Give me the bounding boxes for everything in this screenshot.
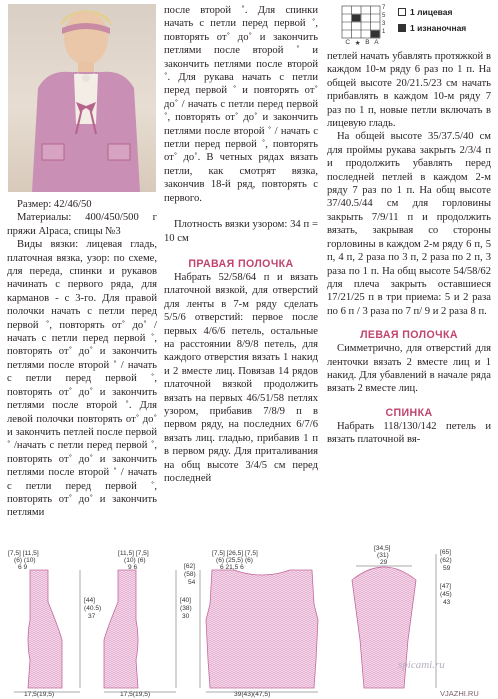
knit-swatch bbox=[398, 8, 406, 16]
right-front-heading: ПРАВАЯ ПОЛОЧКА bbox=[188, 257, 294, 270]
schematics-svg bbox=[0, 540, 498, 699]
svg-text:(62): (62) bbox=[440, 557, 452, 564]
svg-text:17,5(19,5): 17,5(19,5) bbox=[24, 691, 55, 698]
svg-text:(45): (45) bbox=[440, 591, 452, 598]
footer-site: VJAZHI.RU bbox=[440, 689, 479, 698]
svg-text:(38): (38) bbox=[180, 605, 192, 612]
svg-text:(40.5): (40.5) bbox=[84, 605, 102, 612]
svg-text:39(43)(47,5): 39(43)(47,5) bbox=[234, 691, 271, 698]
chart-row-numbers: 7 5 3 1 bbox=[382, 5, 386, 35]
left-front-shape bbox=[104, 570, 138, 688]
svg-text:9 6: 9 6 bbox=[128, 564, 138, 571]
svg-text:43: 43 bbox=[443, 599, 451, 606]
svg-text:[40]: [40] bbox=[180, 597, 191, 604]
materials-line: Материалы: 400/450/500 г пряжи Alpaca, спицы №3 bbox=[7, 212, 157, 237]
text-column-1 bbox=[7, 198, 157, 538]
knitting-types-text: Виды вязки: лицевая гладь, платочная вязка, узор: по схеме, для переда, спинки и рукавов начинать с первого ряда, для карманов - с 3-го. Для правой полочки начать с петли перед первой ˚, повторять от˚ до˚ / начать с петли перед первой ˚, повторять от˚ до˚ и закончить петлями после второй ˚ / начать с петли перед первой ˚, повторять от˚ до˚ и закончить петлями после второй ˚. Для левой полочки повторять от˚ до˚ и закончить петлей после первой ˚ /начать с петли перед первой ˚, повторять от˚ до˚ и закончить петлями после второй ˚ / начать с петли перед первой ˚, повторять от˚ до˚ и закончить петлями bbox=[7, 239, 157, 519]
left-front-heading: ЛЕВАЯ ПОЛОЧКА bbox=[360, 329, 458, 342]
text-column-2 bbox=[164, 4, 318, 540]
svg-text:54: 54 bbox=[188, 579, 196, 586]
svg-text:30: 30 bbox=[182, 613, 190, 620]
svg-text:[11,5] [7,5]: [11,5] [7,5] bbox=[118, 550, 149, 557]
watermark-text: spicami.ru bbox=[398, 659, 445, 671]
svg-text:[44]: [44] bbox=[84, 597, 95, 604]
armhole-text: На общей высоте 35/37.5/40 см для проймы рукава закрыть 2/3/4 п и продолжить убавлять перед последней петлей в каждом 2-м ряду 7 раз по 1 п. На общ высоте 37/40.5/44 см для горловины закрыть 7/9/11 п и продолжить вязать, закрывая со стороны горловины в каждом 2-м ряду 6 п, 5 п, 4 п, 2 раза по 3 п, 2 раза по 2 п, 3 раза по 1 п. На общ высоте 54/58/62 для плеча закрыть оставшиеся 17/21/25 п в три приема: 5 и 2 раза по 6 п / 3 раза по 7 п/ 9 и 2 раза 8 п. bbox=[327, 131, 491, 317]
svg-text:(58): (58) bbox=[184, 571, 196, 578]
svg-text:(31): (31) bbox=[377, 552, 389, 559]
right-front-text: Набрать 52/58/64 п и вязать платочной вязкой, для отверстий для ленты в 7-м ряду сделать 5/5/6 отверстий: первое после первых 4/6/6 петель, остальные на расстоянии 8/9/8 петель, для каждого отверстия вязать 1 накид и 2 вместе лиц. Повязав 14 рядов платочной вязкой продолжить вязать на первых 46/51/58 петлях узором, прибавив 7/8/9 п в первом ряду, на последних 6/7/6 вязать лиц. гладью, прибавив 1 п в первом ряду. Для приталивания на общ высоте 3/4/5 см перед последней bbox=[164, 271, 318, 484]
svg-text:(6) (10): (6) (10) bbox=[14, 557, 36, 564]
text-column-3 bbox=[327, 50, 491, 540]
chart-column-letters: C ★ B A bbox=[345, 39, 379, 47]
svg-text:[62]: [62] bbox=[184, 563, 195, 570]
pattern-continued-text: после второй ˚. Для спинки начать с петли перед первой ˚, повторять от˚ до˚ и закончить петлями после второй ˚ и закончить петлями после второй ˚. Для рукава начать с петли перед первой ˚ и повторять от˚ до˚ / начать с петли перед первой ˚, повторять от˚ до˚ и закончить петлями после второй ˚ / начать с петли перед первой ˚, повторять от˚ до˚. В четных рядах вязать петли, как смотрят вязка, закончив 18-й ряд, повторять с первого. bbox=[164, 5, 318, 204]
svg-text:59: 59 bbox=[443, 565, 451, 572]
svg-text:6 9: 6 9 bbox=[18, 564, 28, 571]
back-text: Набрать 118/130/142 петель и вязать платочной вя- bbox=[327, 420, 491, 446]
back-heading: СПИНКА bbox=[385, 406, 433, 419]
svg-text:29: 29 bbox=[380, 559, 388, 566]
right-front-shape bbox=[28, 570, 62, 688]
knitted-cardigan-illustration bbox=[8, 4, 156, 192]
svg-text:[7,5] [11,5]: [7,5] [11,5] bbox=[8, 550, 39, 557]
left-front-text: Симметрично, для отверстий для ленточки вязать 2 вместе лиц и 1 накид. Для убавлений в начале ряда вязать 2 вместе лиц. bbox=[327, 343, 491, 395]
purl-swatch bbox=[398, 24, 406, 32]
svg-text:6 21,5 6: 6 21,5 6 bbox=[220, 564, 244, 571]
knit-label: 1 лицевая bbox=[410, 7, 453, 17]
svg-text:(10) (6): (10) (6) bbox=[124, 557, 146, 564]
purl-label: 1 изнаночная bbox=[410, 23, 467, 33]
size-line: Размер: 42/46/50 bbox=[17, 199, 92, 210]
svg-text:(6) (25,5) (6): (6) (25,5) (6) bbox=[216, 557, 254, 564]
svg-text:[7,5] [26,5] [7,5]: [7,5] [26,5] [7,5] bbox=[212, 550, 258, 557]
shaping-text: петлей начать убавлять протяжкой в каждом 10-м ряду 6 раз по 1 п. На общей высоте 20/21.5/23 см начать прибавлять в каждом 10-м ряду 7 раз по 1 п, новые петли включать в лицевую гладь. bbox=[327, 51, 491, 130]
svg-text:[65]: [65] bbox=[440, 549, 451, 556]
svg-text:37: 37 bbox=[88, 613, 96, 620]
back-shape bbox=[206, 570, 318, 688]
gauge-text: Плотность вязки узором: 34 п = 10 см bbox=[164, 219, 318, 244]
svg-text:[34,5]: [34,5] bbox=[374, 545, 391, 552]
pattern-diagrams bbox=[0, 540, 498, 699]
svg-text:[47]: [47] bbox=[440, 583, 451, 590]
svg-text:17,5(19,5): 17,5(19,5) bbox=[120, 691, 151, 698]
stitch-legend bbox=[328, 4, 492, 48]
model-photo bbox=[8, 4, 156, 192]
